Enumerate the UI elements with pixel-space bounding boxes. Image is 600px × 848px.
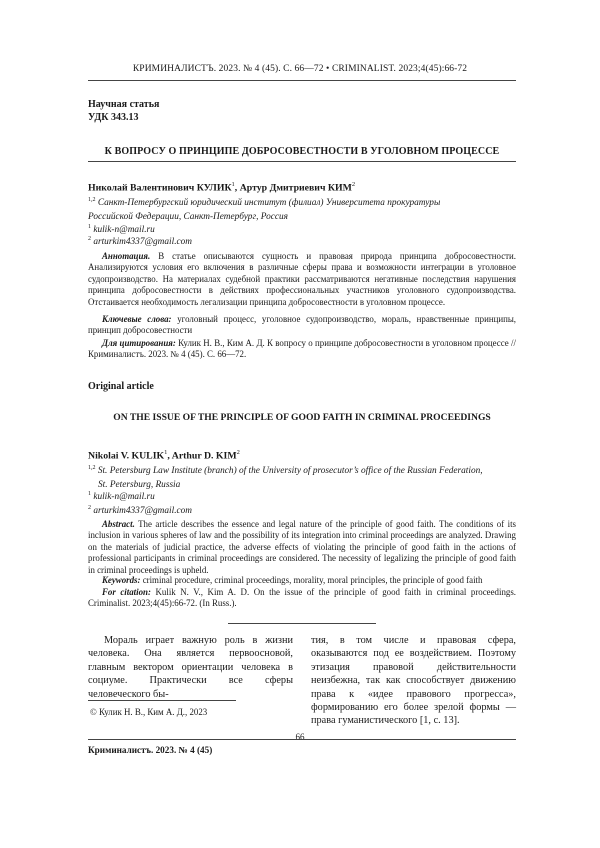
author-sup: 2 xyxy=(236,449,240,456)
abstract-text: В статье описываются сущность и правовая природа принципа добросовестности. Анализируются условия его включения в различные сферы права и возможности интеграции в уголовное судопроизводство. На материалах судебной практики рассматриваются негативные последствия нарушения принципа добросовестности в действиях профессиональных участников уголовного судопроизводства. Отстаивается необходимость легализации принципа добросовестности в уголовном процессе. xyxy=(88,251,516,307)
email-sup: 2 xyxy=(88,505,91,511)
affil-line: Российской Федерации, Санкт-Петербург, Россия xyxy=(88,211,288,222)
citation-label: For citation: xyxy=(102,587,151,597)
email-link[interactable]: arturkim4337@gmail.com xyxy=(93,237,193,248)
authors-en xyxy=(88,449,240,461)
page-number: 66 xyxy=(295,732,305,742)
footnote-rule xyxy=(88,700,236,701)
citation-text: Kulik N. V., Kim A. D. On the issue of the principle of good faith in criminal proceedings. Criminalist. 2023;4(45):66-72. (In Russ.). xyxy=(88,587,516,609)
email-link[interactable]: arturkim4337@gmail.com xyxy=(93,506,193,517)
email-en-2 xyxy=(88,502,192,519)
email-ru-2 xyxy=(88,233,192,250)
author-sup: 1 xyxy=(231,181,235,188)
keywords-label: Keywords: xyxy=(102,575,141,585)
running-header: КРИМИНАЛИСТЪ. 2023. № 4 (45). С. 66—72 • CRIMINALIST. 2023;4(45):66-72 xyxy=(132,64,468,74)
email-sup: 2 xyxy=(88,236,91,242)
email-link[interactable]: kulik-n@mail.ru xyxy=(93,225,155,236)
author-sup: 2 xyxy=(351,181,356,188)
affil-sup: 1,2 xyxy=(88,197,96,203)
section-divider xyxy=(228,623,376,624)
affil-sup: 1,2 xyxy=(88,465,96,471)
udc-code: УДК 343.13 xyxy=(88,112,139,123)
email-link[interactable]: kulik-n@mail.ru xyxy=(93,492,155,503)
author-separator: , xyxy=(234,182,240,194)
article-type-en: Original article xyxy=(88,381,154,392)
citation-en xyxy=(88,587,516,610)
title-rule xyxy=(88,161,516,162)
abstract-ru xyxy=(88,251,516,308)
author-name: Артур Дмитриевич КИМ xyxy=(239,182,352,194)
article-title-en: ON THE ISSUE OF THE PRINCIPLE OF GOOD FAITH IN CRIMINAL PROCEEDINGS xyxy=(113,412,491,423)
keywords-en xyxy=(88,575,516,586)
authors-ru xyxy=(88,181,355,193)
body-column-left: Мораль играет важную роль в жизни человека. Она является первоосновой, главным вектором ориентации человека в социуме. Практически все сферы человеческого бы- xyxy=(88,635,293,700)
author-name: Arthur D. KIM xyxy=(171,450,237,462)
email-sup: 1 xyxy=(88,224,91,230)
author-name: Nikolai V. KULIK xyxy=(88,450,165,462)
article-type-ru: Научная статья xyxy=(88,99,160,110)
affil-line: Санкт-Петербургский юридический институт (филиал) Университета прокуратуры xyxy=(97,198,441,209)
abstract-en xyxy=(88,519,516,576)
body-column-right: тия, в том числе и правовая сфера, оказываются под ее воздействием. Поэтому этизация правовой действительности неизбежна, так как способствует движению права к «идее правового прогресса», формированию его более зрелой формы — права гуманистического [1, с. 13]. xyxy=(311,635,516,727)
article-title-ru: К ВОПРОСУ О ПРИНЦИПЕ ДОБРОСОВЕСТНОСТИ В УГОЛОВНОМ ПРОЦЕССЕ xyxy=(104,146,500,157)
email-sup: 1 xyxy=(88,491,91,497)
author-sup: 1 xyxy=(164,449,168,456)
keywords-label: Ключевые слова: xyxy=(102,314,172,324)
footer-rule xyxy=(88,739,516,740)
citation-label: Для цитирования: xyxy=(102,338,176,348)
keywords-ru xyxy=(88,314,516,337)
header-rule xyxy=(88,80,516,81)
keywords-text: уголовный процесс, уголовное судопроизводство, мораль, нравственные принципы, принцип добросовестности xyxy=(88,314,517,336)
author-separator: , xyxy=(167,450,172,462)
footer-journal: Криминалистъ. 2023. № 4 (45) xyxy=(88,745,213,755)
abstract-text: The article describes the essence and legal nature of the principle of good faith. The conditions of its inclusion in various spheres of law and the possibility of its integration into criminal proceedings are analyzed. Drawing on the materials of judicial practice, the adverse effects of violating the principle of good faith in the actions of professional participants in criminal proceedings are considered. The necessity of legalizing the principle of good faith in criminal proceedings is upheld. xyxy=(88,519,517,575)
affiliation-ru xyxy=(88,194,518,224)
affil-line: St. Petersburg Law Institute (branch) of the University of prosecutor’s office of the Russian Federation, xyxy=(97,466,483,477)
copyright-note: © Кулик Н. В., Ким А. Д., 2023 xyxy=(90,707,208,717)
citation-ru xyxy=(88,338,516,361)
abstract-label: Аннотация. xyxy=(102,251,151,261)
citation-text: Кулик Н. В., Ким А. Д. К вопросу о принципе добросовестности в уголовном процессе // Криминалистъ. 2023. № 4 (45). С. 66—72. xyxy=(88,338,516,360)
affil-line: St. Petersburg, Russia xyxy=(98,479,181,490)
author-name: Николай Валентинович КУЛИК xyxy=(88,182,232,194)
abstract-label: Abstract. xyxy=(102,519,135,529)
keywords-text: criminal procedure, criminal proceedings, morality, moral principles, the principle of good faith xyxy=(142,575,483,585)
